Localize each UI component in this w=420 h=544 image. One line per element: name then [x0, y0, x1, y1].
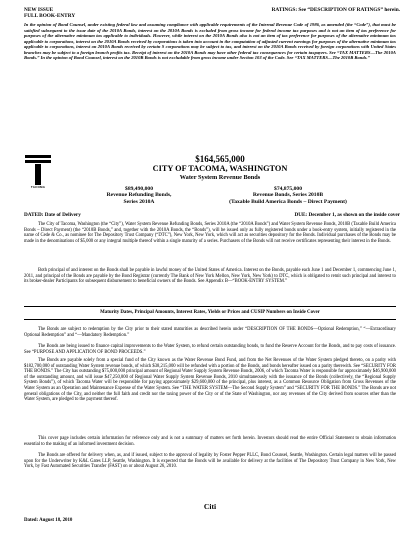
series-2010a-amount: $89,490,000: [125, 186, 153, 192]
header-line: [24, 7, 400, 19]
series-2010a: [64, 186, 214, 205]
payment-paragraph: Both principal of and interest on the Bonds shall be payable in lawful money of the United States of America. Interest on the Bonds, payable each June 1 and December 1, commencing June 1, 2011, and principal of the Bonds are payable by the Bond Registrar (currently The Bank of New York Mellon, New York, New York) to DTC, which is obligated to remit such principal and interest to its broker-dealer Participants for subsequent disbursement to beneficial owners of the Bonds. See Appendix B—“BOOK-ENTRY SYSTEM.”: [24, 268, 396, 285]
issue-type: NEW ISSUE: [24, 7, 54, 13]
tacoma-t-icon: [25, 155, 51, 185]
cover-page-notice: This cover page includes certain information for reference only and is not a summary of matters set forth herein. Investors should read the entire Official Statement to obtain information essential to the making of an informed investment decision.: [24, 436, 396, 447]
dated-due-line: [24, 212, 400, 218]
bond-title: Water System Revenue Bonds: [179, 174, 261, 181]
city-logo: [18, 152, 58, 192]
series-2010a-line1: Revenue Refunding Bonds,: [106, 192, 172, 199]
series-2010b-line2: (Taxable Build America Bonds – Direct Payment): [229, 198, 347, 205]
divider-bottom: [24, 319, 396, 320]
underwriter-name: Citi: [203, 502, 217, 511]
statement-date: Dated: August 18, 2010: [24, 518, 73, 523]
series-2010b-line1: Revenue Bonds, Series 2010B: [252, 192, 324, 199]
redemption-paragraph: The Bonds are subject to redemption by the City prior to their stated maturities as described herein under “DESCRIPTION OF THE BONDS—Optional Redemption,” “—Extraordinary Optional Redemption” and “—Mandatory Redemption.”: [24, 327, 396, 338]
ratings-note: RATINGS: See “DESCRIPTION OF RATINGS” herein.: [271, 7, 400, 13]
book-entry-paragraph: The City of Tacoma, Washington (the “City”), Water System Revenue Refunding Bonds, Series 2010A (the “2010A Bonds”) and Water System Revenue Bonds, 2010B (Taxable Build America Bonds – Direct Payment) (the “2010B Bonds,” and, together with the 2010A Bonds, the “Bonds”), will be issued only as fully registered bonds under a book-entry system, initially registered in the name of Cede & Co., as nominee for The Depository Trust Company (“DTC”), New York, New York, which will act as securities depository for the Bonds. Individual purchases of the Bonds may be made in the denominations of $5,000 or any integral multiple thereof within a single maturity of a series. Purchasers of the Bonds will not receive certificates representing their interest in the Bonds.: [24, 222, 396, 244]
entry-type: FULL BOOK-ENTRY: [24, 13, 76, 20]
series-2010b: [213, 186, 363, 205]
logo-caption: TACOMA: [30, 185, 46, 189]
tax-opinion-paragraph: In the opinion of Bond Counsel, under existing federal law and assuming compliance with applicable requirements of the Internal Revenue Code of 1986, as amended (the “Code”), that must be satisfied subsequent to the issue date of the 2010A Bonds, interest on the 2010A Bonds is excluded from gross income for federal income tax purposes and is not an item of tax preference for purposes of the alternative minimum tax applicable to individuals. However, while interest on the 2010A Bonds also is not an item of tax preference for purposes of the alternative minimum tax applicable to corporations, interest on the 2010A Bonds received by corporations is taken into account in the computation of adjusted current earnings for purposes of the alternative minimum tax applicable to corporations, interest on 2010A Bonds received by certain S corporations may be subject to tax, and interest on the 2010A Bonds received by foreign corporations with United States branches may be subject to a foreign branch profits tax. Receipt of interest on the 2010A Bonds may have other federal tax consequences for certain taxpayers. See “TAX MATTERS—The 2010A Bonds.” In the opinion of Bond Counsel, interest on the 2010B Bonds is not excludable from gross income under Section 103 of the Code. See “TAX MATTERS—The 2010B Bonds.”: [24, 22, 396, 60]
divider-top: [24, 306, 396, 307]
dated-label: DATED: Date of Delivery: [24, 212, 81, 218]
due-label: DUE: December 1, as shown on the inside cover: [294, 212, 400, 218]
series-2010b-amount: $74,875,000: [274, 186, 302, 192]
total-amount: $164,565,000: [195, 154, 245, 164]
purpose-paragraph: The Bonds are being issued to finance capital improvements to the Water System, to refund certain outstanding bonds, to fund the Reserve Account for the Bonds, and to pay costs of issuance. See “PURPOSE AND APPLICATION OF BOND PROCEEDS.”: [24, 344, 396, 355]
issuer-name: CITY OF TACOMA, WASHINGTON: [152, 164, 288, 173]
security-paragraph: The Bonds are payable solely from a special fund of the City known as the Water Revenue Bond Fund, and from the Net Revenues of the Water System pledged thereto, on a parity with $182,700,000 of outstanding Water System revenue bonds, of which $38,215,000 will be refunded with a portion of the Bonds, and bonds hereafter issued on a parity therewith. See “SECURITY FOR THE BONDS.” The City has outstanding $75,000,000 principal amount of Regional Water Supply System Revenue Bonds, 2006, of which Tacoma Water is responsible for approximately $46,900,000 of the outstanding amount, and will issue $47,250,000 of Regional Water Supply System Revenue Bonds, 2010 simultaneously with the issuance of the Bonds (collectively, the “Regional Supply System Bonds”), of which Tacoma Water will be responsible for paying approximately $29,600,000 of the principal, plus interest, as a Common Resource Obligation from Gross Revenues of the Water System as an Operation and Maintenance Expense of the Water System. See “THE WATER SYSTEM—The Second Supply System” and “SECURITY FOR THE BONDS.” The Bonds are not general obligations of the City, and neither the full faith and credit nor the taxing power of the City or of the State of Washington, nor any revenues of the City derived from sources other than the Water System, are pledged to the payment thereof.: [24, 358, 396, 403]
series-2010a-line2: Series 2010A: [123, 198, 155, 205]
maturity-note: Maturity Dates, Principal Amounts, Interest Rates, Yields or Prices and CUSIP Numbers on Inside Cover: [100, 310, 320, 315]
delivery-paragraph: The Bonds are offered for delivery when, as, and if issued, subject to the approval of legality by Foster Pepper PLLC, Bond Counsel, Seattle, Washington. Certain legal matters will be passed upon for the Underwriter by K&L Gates LLP, Seattle, Washington. It is expected that the Bonds will be available for delivery at the facilities of The Depository Trust Company in New York, New York, by Fast Automated Securities Transfer (FAST) on or about August 26, 2010.: [24, 453, 396, 470]
